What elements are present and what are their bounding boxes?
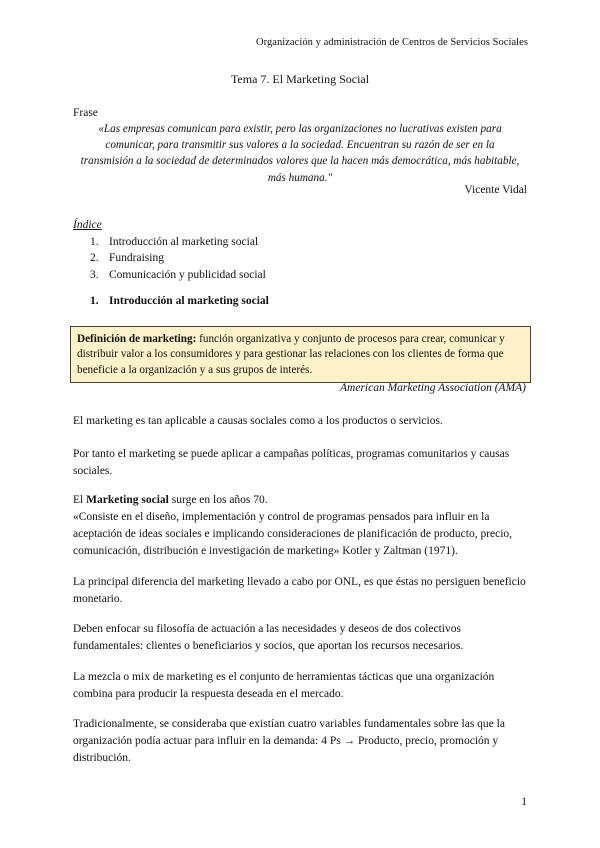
section-title: Introducción al marketing social	[109, 295, 269, 307]
definition-source: American Marketing Association (AMA)	[340, 382, 526, 394]
index-item-number: 3.	[90, 268, 99, 281]
index-list	[90, 234, 266, 283]
index-title: Índice	[73, 219, 102, 231]
index-item	[90, 267, 266, 283]
paragraph: «Consiste en el diseño, implementación y control de programas pensados para influir en la aceptación de ideas sociales e implicando consideraciones de planificación de producto, precio, comunicación, distribución e investigación de marketing» Kotler y Zaltman (1971).	[73, 511, 513, 557]
running-header: Organización y administración de Centros de Servicios Sociales	[255, 37, 528, 48]
paragraph: El Marketing social surge en los años 70.	[73, 494, 268, 506]
index-item-number: 1.	[90, 236, 99, 248]
index-item	[90, 234, 266, 250]
index-item-label: Fundraising	[109, 252, 164, 265]
section-heading	[90, 295, 269, 307]
definition-term: Definición de marketing:	[77, 333, 197, 345]
quote-author: Vicente Vidal	[464, 184, 527, 196]
page-number: 1	[521, 796, 527, 808]
document-title: Tema 7. El Marketing Social	[230, 72, 370, 86]
quote-text: «Las empresas comunican para existir, pero las organizaciones no lucrativas existen para comunicar, para transmitir sus valores a la sociedad. Encuentran su razón de ser en la transmisión a la sociedad de determinados valores que la hacen más democrática, más habitable, más humana."	[80, 123, 520, 184]
index-item	[90, 250, 266, 266]
paragraph: La mezcla o mix de marketing es el conjunto de herramientas tácticas que una organización combina para producir la respuesta deseada en el mercado.	[73, 671, 495, 700]
paragraph: Tradicionalmente, se consideraba que existían cuatro variables fundamentales sobre las que la organización podía actuar para influir en la demanda: 4 Ps → Producto, precio, promoción y distribución.	[73, 718, 505, 764]
definition-text: función organizativa y conjunto de procesos para crear, comunicar y distribuir valor a los consumidores y para gestionar las relaciones con los clientes de forma que beneficie a la organización y a sus grupos de interés.	[77, 333, 505, 376]
index-item-label: Introducción al marketing social	[109, 236, 259, 248]
paragraph: Deben enfocar su filosofía de actuación a las necesidades y deseos de dos colectivos fundamentales: clientes o beneficiarios y socios, que aportan los recursos necesarios.	[73, 623, 464, 652]
index-item-label: Comunicación y publicidad social	[109, 268, 266, 281]
definition-box	[70, 326, 531, 383]
paragraph: La principal diferencia del marketing llevado a cabo por ONL, es que éstas no persiguen beneficio monetario.	[73, 576, 526, 605]
index-item-number: 2.	[90, 252, 99, 265]
bold-term: Marketing social	[86, 494, 169, 506]
paragraph: Por tanto el marketing se puede aplicar a campañas políticas, programas comunitarios y causas sociales.	[73, 448, 510, 477]
paragraph: El marketing es tan aplicable a causas sociales como a los productos o servicios.	[73, 415, 443, 427]
quote-label: Frase	[73, 107, 98, 119]
section-number: 1.	[90, 295, 99, 307]
